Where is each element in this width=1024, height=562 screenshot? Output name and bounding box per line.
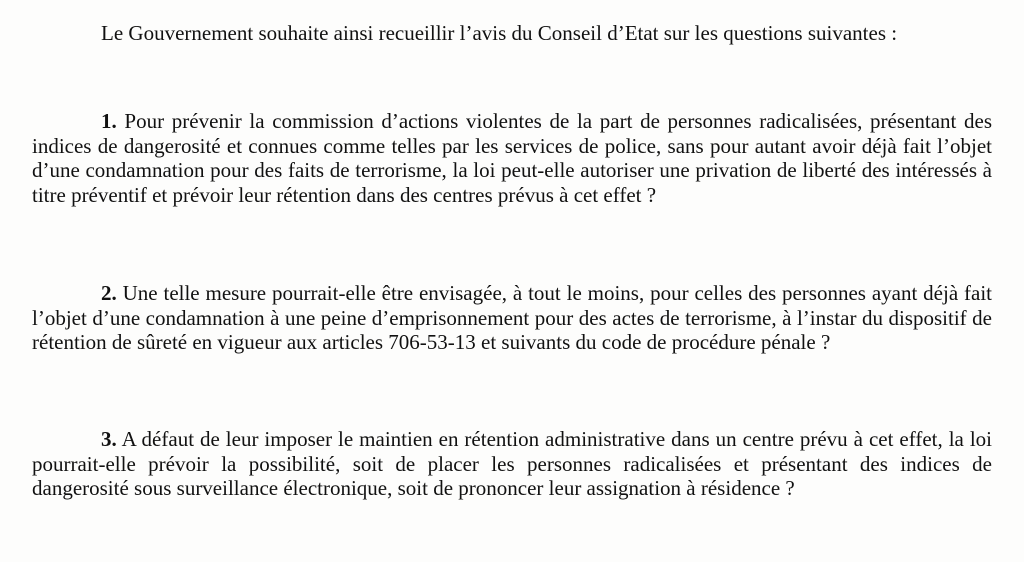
question-1-number: 1. <box>101 109 117 133</box>
question-2-paragraph <box>32 281 992 355</box>
question-2-text: Une telle mesure pourrait-elle être envisagée, à tout le moins, pour celles des personnes ayant déjà fait l’objet d’une condamnation à une peine d’emprisonnement pour des actes de terrorisme, à l’instar du dispositif de rétention de sûreté en vigueur aux articles 706-53-13 et suivants du code de procédure pénale ? <box>32 281 992 354</box>
question-3-paragraph <box>32 427 992 501</box>
question-1-text: Pour prévenir la commission d’actions violentes de la part de personnes radicalisées, présentant des indices de dangerosité et connues comme telles par les services de police, sans pour autant avoir déjà fait l’objet d’une condamnation pour des faits de terrorisme, la loi peut-elle autoriser une privation de liberté des intéressés à titre préventif et prévoir leur rétention dans des centres prévus à cet effet ? <box>32 109 993 207</box>
question-1-paragraph <box>32 109 992 207</box>
question-3-number: 3. <box>101 427 117 451</box>
intro-paragraph <box>32 21 992 46</box>
intro-text: Le Gouvernement souhaite ainsi recueillir l’avis du Conseil d’Etat sur les questions suivantes : <box>101 21 898 45</box>
question-2-number: 2. <box>101 281 117 305</box>
question-3-text: A défaut de leur imposer le maintien en rétention administrative dans un centre prévu à cet effet, la loi pourrait-elle prévoir la possibilité, soit de placer les personnes radicalisées et présentant des indices de dangerosité sous surveillance électronique, soit de prononcer leur assignation à résidence ? <box>32 427 992 500</box>
